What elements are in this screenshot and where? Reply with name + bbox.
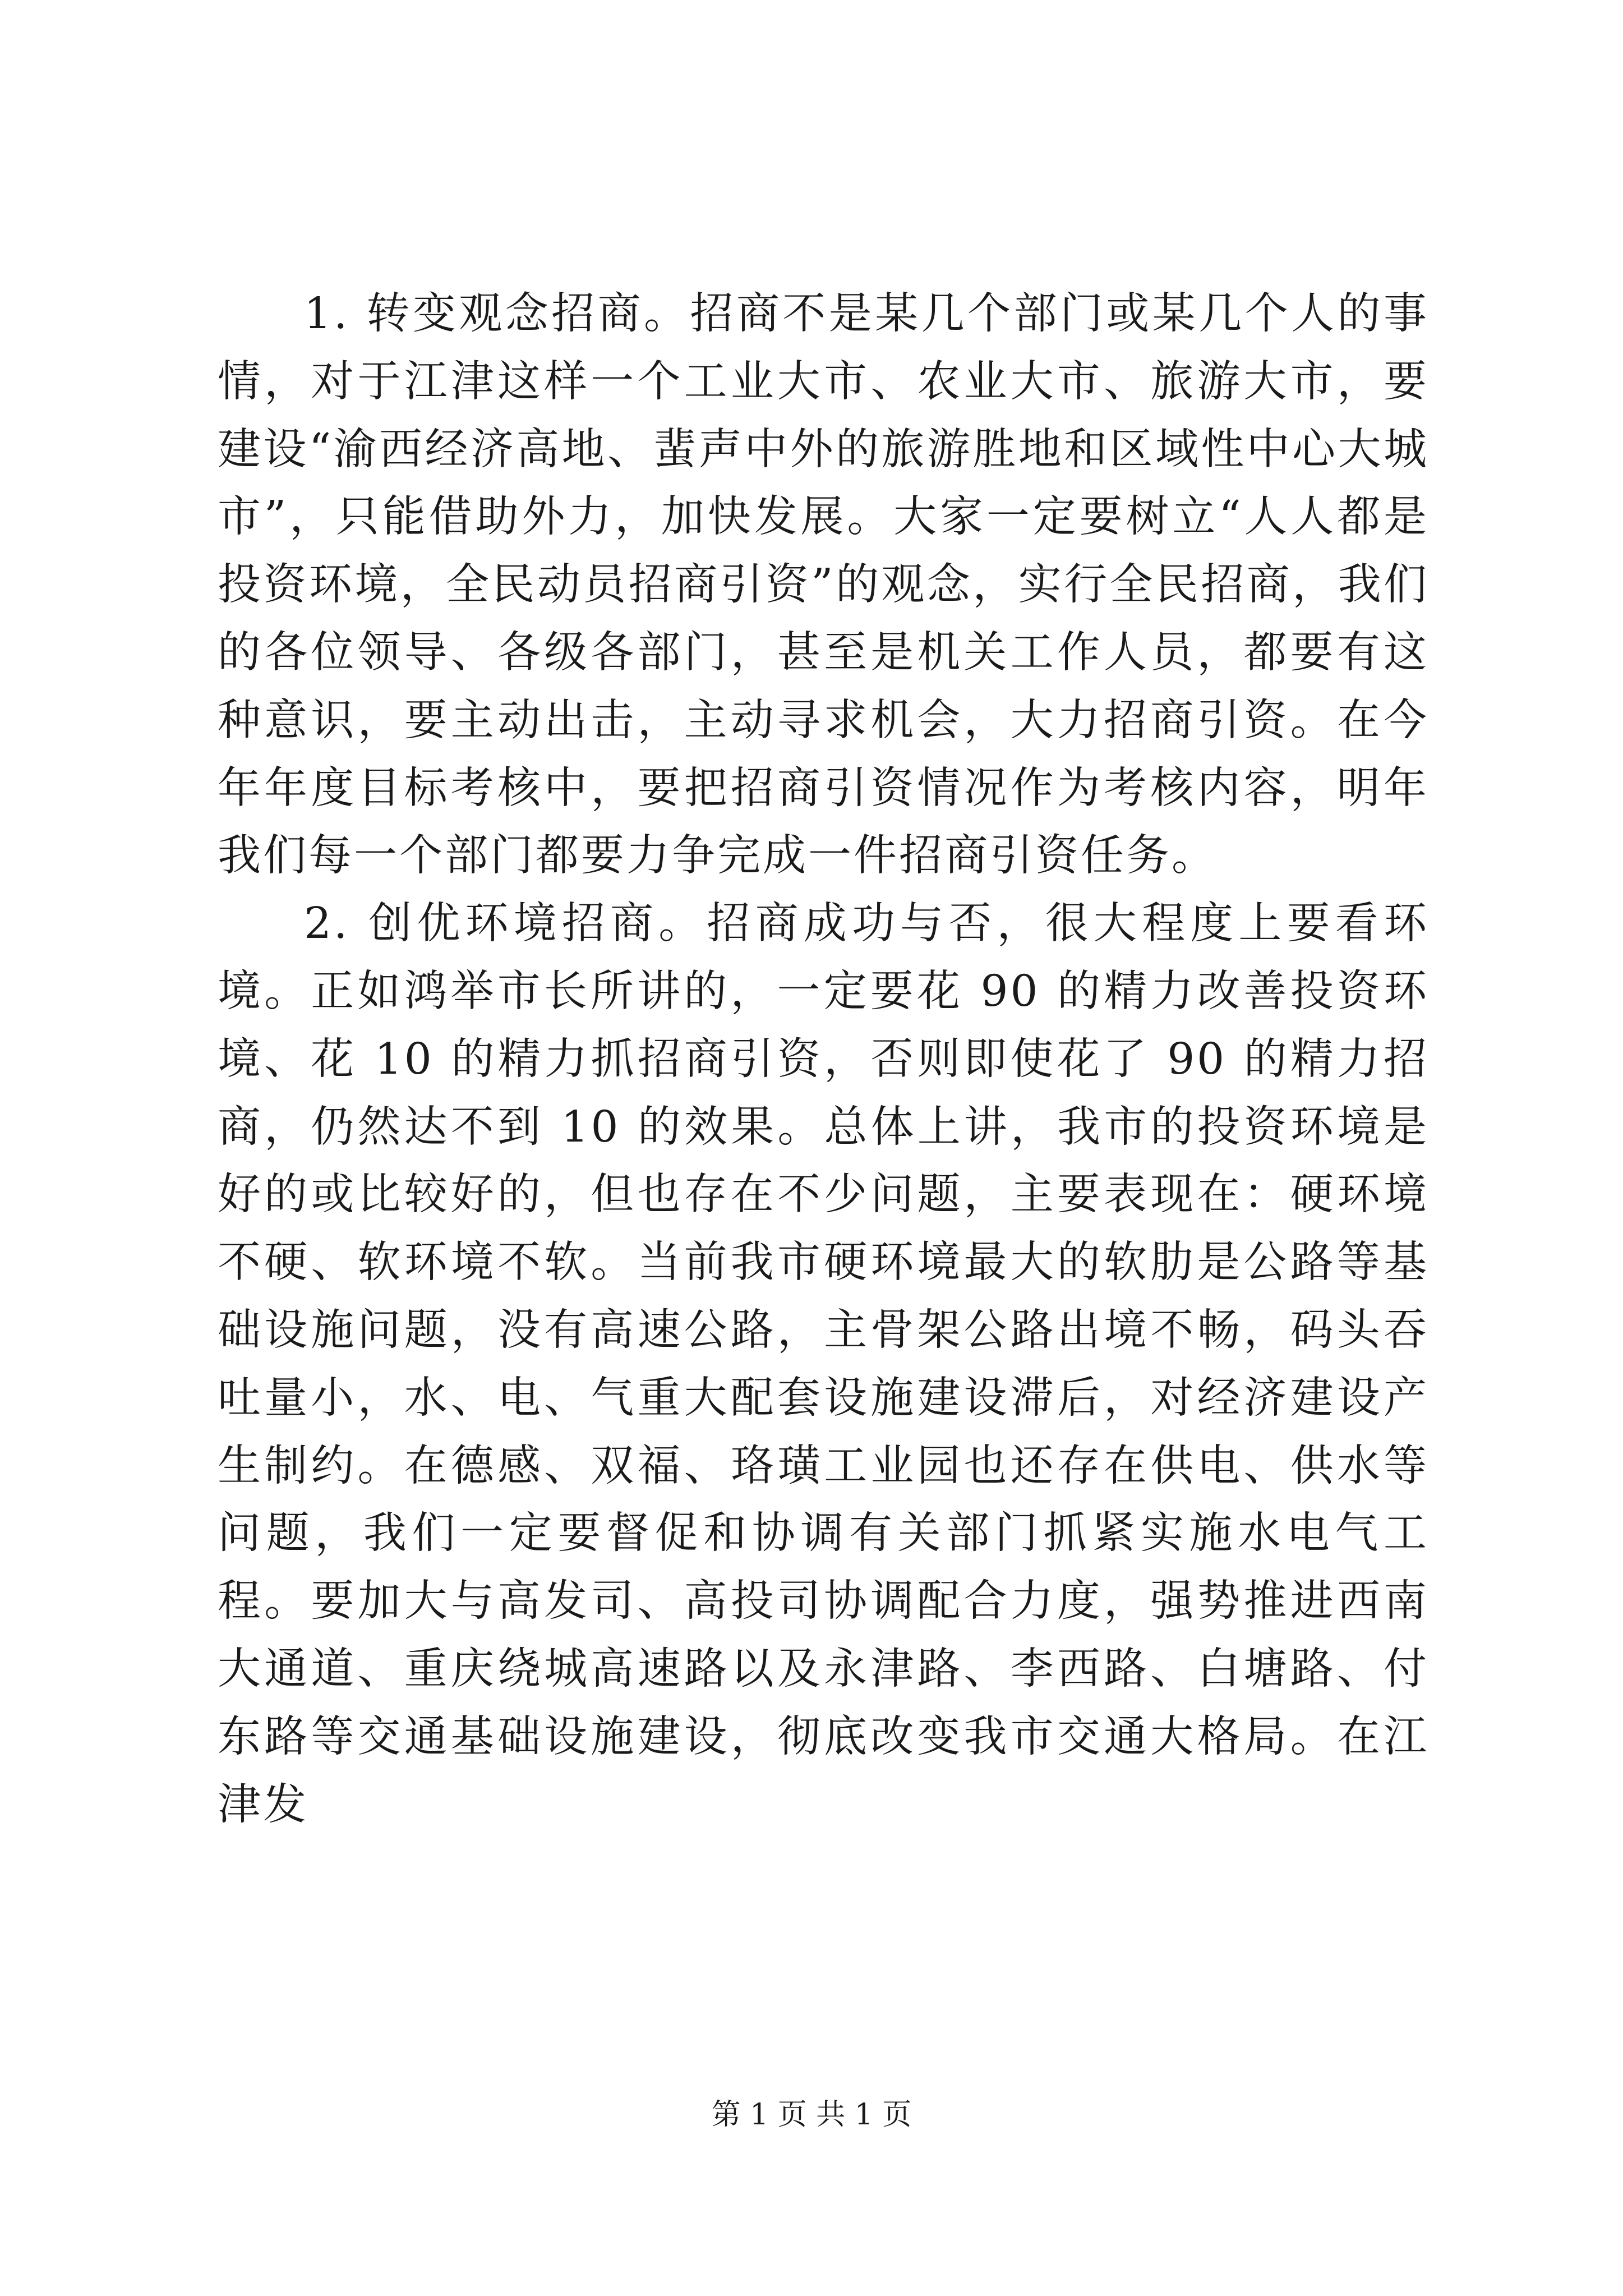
page-footer: 第 1 页 共 1 页 — [711, 2098, 912, 2132]
paragraph-2: 2. 创优环境招商。招商成功与否，很大程度上要看环境。正如鸿举市长所讲的，一定要花 90 的精力改善投资环境、花 10 的精力抓招商引资，否则即使花了 90 的精力招商，仍然达不到 10 的效果。总体上讲，我市的投资环境是好的或比较好的，但也存在不少问题，主要表现在：硬环境不硬、软环境不软。当前我市硬环境最大的软肋是公路等基础设施问题，没有高速公路，主骨架公路出境不畅，码头吞吐量小，水、电、气重大配套设施建设滞后，对经济建设产生制约。在德感、双福、珞璜工业园也还存在供电、供水等问题，我们一定要督促和协调有关部门抓紧实施水电气工程。要加大与高发司、高投司协调配合力度，强势推进西南大通道、重庆绕城高速路以及永津路、李西路、白塘路、付东路等交通基础设施建设，彻底改变我市交通大格局。在江津发 — [218, 899, 1429, 1830]
paragraph-1: 1. 转变观念招商。招商不是某几个部门或某几个人的事情，对于江津这样一个工业大市、农业大市、旅游大市，要建设“渝西经济高地、蜚声中外的旅游胜地和区域性中心大城市”，只能借助外力，加快发展。大家一定要树立“人人都是投资环境，全民动员招商引资”的观念，实行全民招商，我们的各位领导、各级各部门，甚至是机关工作人员，都要有这种意识，要主动出击，主动寻求机会，大力招商引资。在今年年度目标考核中，要把招商引资情况作为考核内容，明年我们每一个部门都要力争完成一件招商引资任务。 — [218, 289, 1429, 881]
document-body — [218, 280, 1429, 1839]
